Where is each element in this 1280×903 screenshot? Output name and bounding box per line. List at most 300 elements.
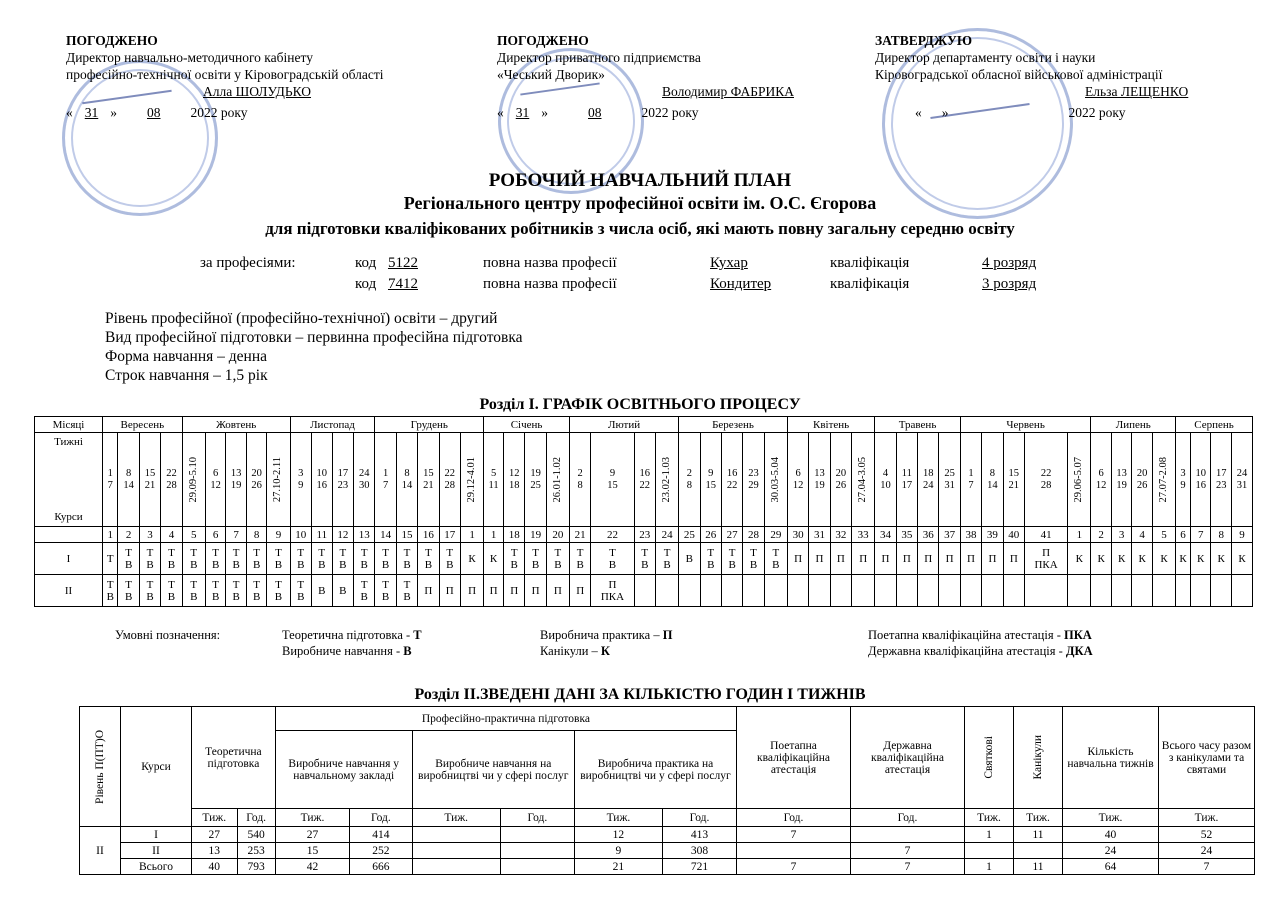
profession-code: 5122 [387,255,418,271]
week-range: 13 19 [809,433,830,527]
unit-weeks: Тиж. [965,809,1014,827]
approval-line: Директор департаменту освіти і науки [875,50,1096,65]
summary-cell-tw: 40 [192,859,238,875]
summary-cell-vac: 11 [1014,827,1063,843]
week-number: 9 [1231,527,1252,543]
summary-cell-xw: 12 [574,827,662,843]
schedule-cell: Т В [139,543,160,575]
week-number: 30 [787,527,808,543]
holidays-header-text: Святкові [983,736,995,779]
week-range: 3 9 [1176,433,1191,527]
summary-table [79,706,1255,875]
week-number: 1 [484,527,504,543]
schedule-cell [1190,575,1211,607]
week-number: 31 [809,527,830,543]
summary-cell-c: Всього [121,859,192,875]
schedule-cell: К [1068,543,1091,575]
week-range [267,433,290,527]
theory-header: Теоретична підготовка [192,707,276,809]
summary-cell-vw: 27 [275,827,349,843]
schedule-cell [1111,575,1132,607]
approval-header: ПОГОДЖЕНО [497,33,589,48]
summary-cell-dka [851,827,965,843]
doc-title: РОБОЧИЙ НАВЧАЛЬНИЙ ПЛАН [488,170,792,191]
schedule-cell: Т В [655,543,678,575]
week-number: 13 [354,527,375,543]
approval-day: 31 [515,105,530,120]
summary-cell-pka [737,843,851,859]
schedule-cell [700,575,721,607]
unit-weeks: Тиж. [1014,809,1063,827]
schedule-cell: Т В [290,575,311,607]
week-range: 9 15 [700,433,721,527]
approval-block [875,32,1275,121]
week-range-text: 27.07-2.08 [1158,456,1169,503]
schedule-cell: Т В [205,575,226,607]
schedule-cell: Т В [396,543,417,575]
legend-item [868,627,1092,644]
schedule-cell: П [525,575,546,607]
schedule-cell: К [1132,543,1153,575]
schedule-cell [960,575,981,607]
approval-line: Директор приватного підприємства [497,50,701,65]
unit-hours: Год. [350,809,413,827]
approval-line: «Чеський Дворик» [497,67,605,82]
week-range: 4 10 [875,433,896,527]
schedule-cell: П [939,543,960,575]
date-quote: » [541,105,548,120]
summary-cell-xh: 413 [662,827,736,843]
week-number: 3 [1111,527,1132,543]
schedule-cell: П [809,543,830,575]
schedule-cell: Т В [290,543,311,575]
summary-cell-vac [1014,843,1063,859]
legend-code: П [662,628,673,642]
schedule-cell: Т В [354,575,375,607]
week-range: 15 21 [1003,433,1024,527]
approval-signer: Ельза ЛЕЩЕНКО [1085,84,1189,99]
week-number: 18 [504,527,525,543]
week-range [182,433,205,527]
approval-signer: Володимир ФАБРИКА [662,84,794,99]
week-range [655,433,678,527]
level-header-text: Рівень П(ПТ)О [94,729,106,804]
summary-cell-c: ІІ [121,843,192,859]
schedule-cell: Т В [267,543,290,575]
level-cell: ІІ [80,827,121,875]
info-line: Вид професійної підготовки – первинна професійна підготовка [105,329,523,346]
week-number: 5 [1152,527,1175,543]
code-label: код [355,255,377,271]
summary-cell-vh: 414 [350,827,413,843]
week-range: 2 8 [679,433,700,527]
legend-code: ДКА [1065,644,1093,658]
total-header: Всього часу разом з канікулами та святами [1159,707,1255,809]
schedule-cell: Т В [226,575,247,607]
summary-cell-vw: 15 [275,843,349,859]
week-range-text: 27.04-3.05 [857,456,869,503]
schedule-cell [896,575,917,607]
week-number: 6 [205,527,226,543]
week-range: 22 28 [439,433,460,527]
weeks-label: Тижні [54,436,83,448]
approval-line: Директор навчально-методичного кабінету [66,50,313,65]
week-range: 20 26 [246,433,267,527]
approval-year: 2022 року [1068,105,1126,120]
summary-cell-xw: 9 [574,843,662,859]
week-number: 3 [139,527,160,543]
schedule-cell: Т В [743,543,764,575]
schedule-cell: П [1003,543,1024,575]
unit-weeks: Тиж. [192,809,238,827]
schedule-cell [875,575,896,607]
week-range: 9 15 [591,433,634,527]
schedule-cell: Т В [525,543,546,575]
schedule-cell: К [460,543,483,575]
holidays-header [965,707,1014,809]
professions-label: за професіями: [200,255,296,271]
schedule-cell: П [460,575,483,607]
week-range: 16 22 [634,433,655,527]
schedule-cell: Т В [396,575,417,607]
schedule-cell: Т В [764,543,787,575]
schedule-cell: Т В [418,543,439,575]
schedule-cell: П ПКА [591,575,634,607]
week-number: 1 [460,527,483,543]
schedule-cell [655,575,678,607]
weeks-header: Кількість навчальна тижнів [1063,707,1159,809]
schedule-cell [939,575,960,607]
schedule-cell: В [311,575,332,607]
summary-cell-weeks: 24 [1063,843,1159,859]
schedule-cell: Т В [205,543,226,575]
week-number: 9 [267,527,290,543]
pka-header: Поетапна кваліфікаційна атестація [737,707,851,809]
summary-cell-total: 52 [1159,827,1255,843]
schedule-cell: К [1176,543,1191,575]
legend-code: ПКА [1064,628,1092,642]
schedule-cell [764,575,787,607]
approval-day [922,105,942,120]
unit-weeks: Тиж. [412,809,500,827]
schedule-cell: Т В [226,543,247,575]
week-range: 19 25 [525,433,546,527]
month-header: Жовтень [182,417,290,433]
summary-cell-hol [965,843,1014,859]
week-range-text: 27.10-2.11 [272,456,284,503]
schedule-cell [1152,575,1175,607]
schedule-cell: Т [103,543,118,575]
schedule-cell: Т В [118,575,139,607]
week-range: 15 21 [139,433,160,527]
week-range [1152,433,1175,527]
week-range-text: 23.02-1.03 [661,456,673,503]
week-range: 17 23 [332,433,353,527]
week-range: 6 12 [787,433,808,527]
info-line: Форма навчання – денна [105,348,268,365]
week-number: 33 [852,527,875,543]
schedule-cell: П [982,543,1003,575]
summary-cell-tw: 13 [192,843,238,859]
week-range: 24 31 [1231,433,1252,527]
summary-cell-xh: 721 [662,859,736,875]
schedule-cell: К [1091,543,1112,575]
schedule-cell [721,575,742,607]
profession-row [355,276,418,293]
date-quote: » [941,105,949,120]
doc-subtitle-2: для підготовки кваліфікованих робітників з числа осіб, які мають повну загальну середню освіту [265,219,1015,238]
schedule-cell: К [1231,543,1252,575]
week-number: 40 [1003,527,1024,543]
summary-cell-pw [412,859,500,875]
legend-label: Умовні позначення: [115,628,221,642]
unit-hours: Год. [237,809,275,827]
week-range: 10 16 [311,433,332,527]
week-range-text: 29.09-5.10 [187,456,199,503]
summary-cell-vac: 11 [1014,859,1063,875]
schedule-cell [787,575,808,607]
approval-line: Кіровоградської обласної військової адміністрації [875,67,1163,82]
summary-cell-th: 793 [237,859,275,875]
profession-name: Кухар [710,255,748,271]
week-number: 2 [118,527,139,543]
schedule-cell [743,575,764,607]
legend-item [540,627,672,644]
summary-cell-c: І [121,827,192,843]
week-range-text: 29.06-5.07 [1073,456,1085,503]
courses-header: Курси [121,707,192,827]
month-header: Червень [960,417,1091,433]
schedule-cell: Т В [246,543,267,575]
schedule-cell: Т В [591,543,634,575]
week-number: 14 [375,527,396,543]
schedule-cell [679,575,700,607]
week-number: 23 [634,527,655,543]
week-range: 22 28 [161,433,182,527]
schedule-cell: П [875,543,896,575]
week-range: 12 18 [504,433,525,527]
week-range: 11 17 [896,433,917,527]
schedule-cell: Т В [103,575,118,607]
week-range [460,433,483,527]
approval-signer: Алла ШОЛУДЬКО [203,84,312,99]
week-range [546,433,569,527]
schedule-cell [830,575,851,607]
week-number: 4 [161,527,182,543]
schedule-cell [982,575,1003,607]
summary-cell-hol: 1 [965,827,1014,843]
week-range: 16 22 [721,433,742,527]
schedule-cell: К [1152,543,1175,575]
summary-cell-weeks: 40 [1063,827,1159,843]
week-range: 2 8 [569,433,590,527]
week-range: 6 12 [1091,433,1112,527]
week-range: 6 12 [205,433,226,527]
week-number: 38 [960,527,981,543]
vp-header: Виробнича практика на виробництві чи у сфері послуг [574,731,736,809]
month-header: Березень [679,417,788,433]
week-range: 8 14 [982,433,1003,527]
approval-month: 08 [588,105,602,120]
schedule-table [34,416,1253,607]
summary-cell-total: 24 [1159,843,1255,859]
week-number: 17 [439,527,460,543]
week-range: 20 26 [1132,433,1153,527]
summary-cell-dka: 7 [851,843,965,859]
week-number: 5 [182,527,205,543]
week-range: 25 31 [939,433,960,527]
week-range: 23 29 [743,433,764,527]
month-header: Липень [1091,417,1176,433]
schedule-cell [634,575,655,607]
schedule-cell: Т В [246,575,267,607]
schedule-cell: Т В [267,575,290,607]
summary-cell-tw: 27 [192,827,238,843]
schedule-cell: Т В [700,543,721,575]
schedule-cell: К [1190,543,1211,575]
week-range: 13 19 [226,433,247,527]
week-number: 7 [226,527,247,543]
approval-year: 2022 року [641,105,699,120]
summary-cell-pw [412,827,500,843]
info-block [105,309,523,385]
legend-code: Т [413,628,422,642]
week-number: 19 [525,527,546,543]
week-number: 26 [700,527,721,543]
schedule-cell: П [830,543,851,575]
schedule-cell [852,575,875,607]
legend-text: Теоретична підготовка - [282,628,414,642]
code-label: код [355,276,377,292]
summary-cell-total: 7 [1159,859,1255,875]
months-label: Місяці [35,417,103,433]
name-label: повна назва професії [483,255,617,271]
week-number: 11 [311,527,332,543]
profession-qual: 3 розряд [982,276,1037,292]
legend-code: В [403,644,412,658]
week-number: 34 [875,527,896,543]
summary-cell-ph [500,827,574,843]
section2-title: Розділ ІІ.ЗВЕДЕНІ ДАНІ ЗА КІЛЬКІСТЮ ГОДИН І ТИЖНІВ [414,686,866,703]
schedule-cell: В [332,575,353,607]
summary-cell-th: 540 [237,827,275,843]
month-header: Січень [484,417,570,433]
approval-header: ЗАТВЕРДЖУЮ [875,33,973,48]
approval-header: ПОГОДЖЕНО [66,33,158,48]
week-range-text: 30.03-5.04 [769,456,781,503]
week-range: 1 7 [375,433,396,527]
week-numbers-label [35,527,103,543]
schedule-cell: К [1211,543,1232,575]
week-number: 16 [418,527,439,543]
summary-cell-pka: 7 [737,859,851,875]
schedule-cell [1132,575,1153,607]
week-number: 41 [1025,527,1068,543]
week-number: 6 [1176,527,1191,543]
week-range [1068,433,1091,527]
schedule-cell [1068,575,1091,607]
schedule-cell: К [1111,543,1132,575]
schedule-cell: Т В [375,575,396,607]
summary-cell-xh: 308 [662,843,736,859]
month-header: Вересень [103,417,183,433]
week-number: 2 [1091,527,1112,543]
week-number: 36 [918,527,939,543]
approval-line: професійно-технічної освіти у Кіровоградській області [66,67,384,82]
week-range-text: 29.12-4.01 [466,456,478,503]
weeks-courses-header [35,433,103,527]
ppp-header: Професійно-практична підготовка [275,707,736,731]
schedule-cell: Т В [311,543,332,575]
course1-label: І [35,543,103,575]
summary-cell-weeks: 64 [1063,859,1159,875]
legend-item [282,627,422,644]
info-line: Строк навчання – 1,5 рік [105,367,268,384]
course2-label: ІІ [35,575,103,607]
week-number: 32 [830,527,851,543]
schedule-cell [1025,575,1068,607]
schedule-cell: П [787,543,808,575]
schedule-cell: Т В [118,543,139,575]
schedule-cell: Т В [139,575,160,607]
schedule-cell: П [484,575,504,607]
vacation-header [1014,707,1063,809]
month-header: Серпень [1176,417,1253,433]
approval-month: 08 [147,105,161,120]
month-header: Квітень [787,417,874,433]
dka-header: Державна кваліфікаційна атестація [851,707,965,809]
vacation-header-text: Канікули [1032,735,1044,780]
summary-cell-vw: 42 [275,859,349,875]
legend-text: Державна кваліфікаційна атестація - [868,644,1066,658]
approval-block [66,32,466,121]
summary-cell-ph [500,843,574,859]
week-number: 12 [332,527,353,543]
week-number: 39 [982,527,1003,543]
schedule-cell: П [418,575,439,607]
week-range: 3 9 [290,433,311,527]
doc-subtitle: Регіонального центру професійної освіти ім. О.С. Єгорова [403,193,877,213]
summary-cell-ph [500,859,574,875]
unit-hours: Год. [662,809,736,827]
legend-text: Виробнича практика – [540,628,663,642]
schedule-cell [1091,575,1112,607]
profession-name: Кондитер [710,276,772,292]
summary-cell-pw [412,843,500,859]
week-number: 1 [1068,527,1091,543]
week-number: 29 [764,527,787,543]
week-number: 1 [103,527,118,543]
week-number: 10 [290,527,311,543]
unit-hours: Год. [737,809,851,827]
legend-item [282,643,412,660]
schedule-cell: К [484,543,504,575]
profession-qual: 4 розряд [982,255,1037,271]
approval-day: 31 [84,105,99,120]
week-number: 7 [1190,527,1211,543]
week-number: 27 [721,527,742,543]
week-range [852,433,875,527]
week-range: 8 14 [118,433,139,527]
schedule-cell: Т В [354,543,375,575]
week-range: 1 7 [960,433,981,527]
week-range-text: 26.01-1.02 [551,456,563,503]
summary-cell-vh: 252 [350,843,413,859]
schedule-cell: Т В [161,543,182,575]
profession-code: 7412 [387,276,418,292]
month-header: Грудень [375,417,484,433]
legend-item [868,643,1093,660]
